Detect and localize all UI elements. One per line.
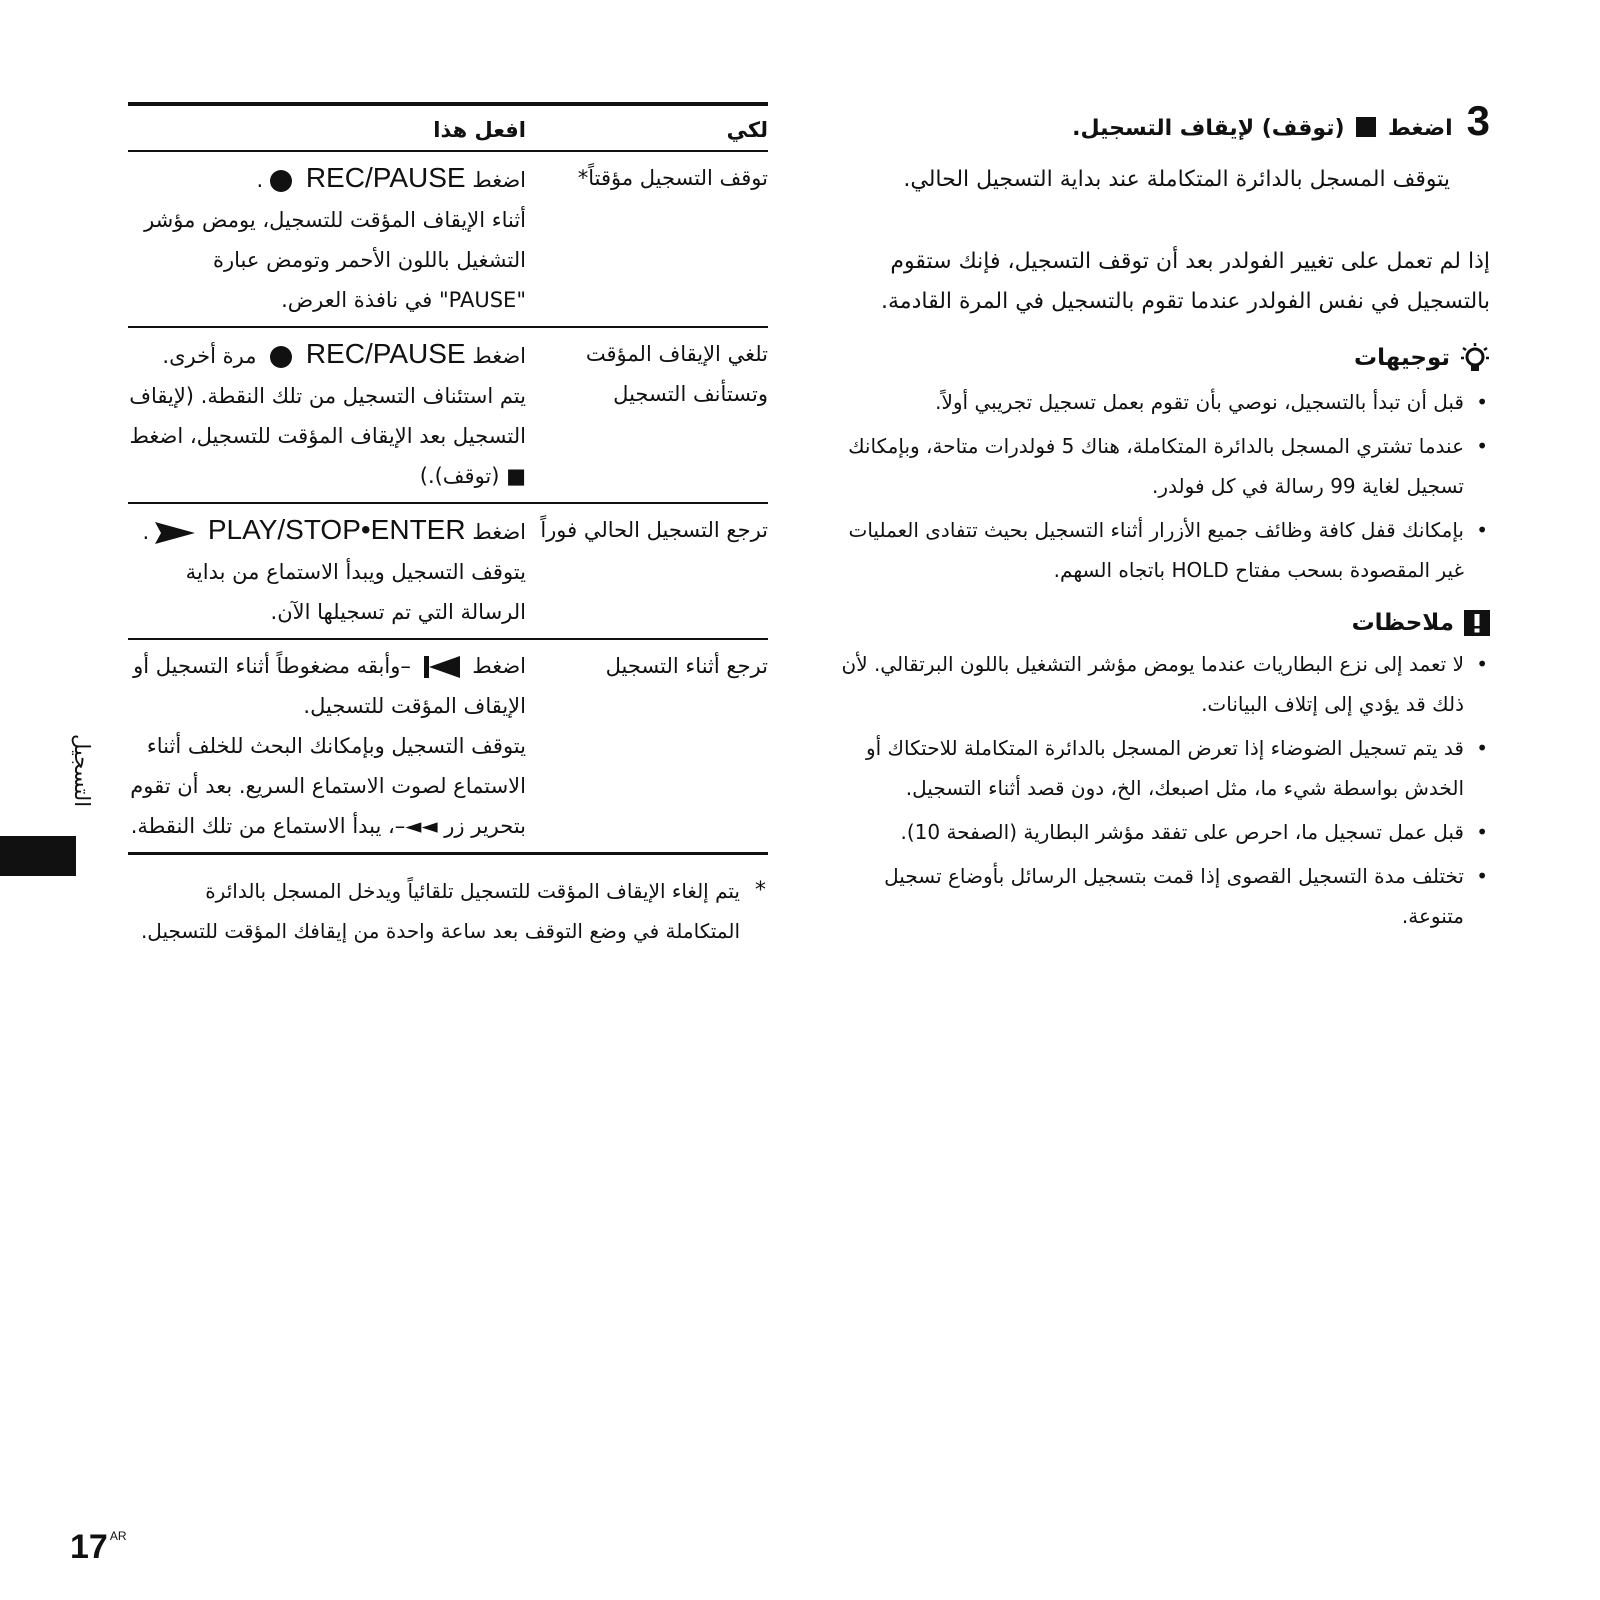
list-item: • بإمكانك قفل كافة وظائف جميع الأزرار أثناء التسجيل بحيث تتفادى العمليات غير المقصودة بسحب مفتاح HOLD باتجاه السهم. bbox=[840, 510, 1490, 590]
step-text-part1: اضغط bbox=[1387, 116, 1453, 141]
action-prefix: اضغط bbox=[472, 520, 526, 544]
action-detail: أثناء الإيقاف المؤقت للتسجيل، يومض مؤشر التشغيل باللون الأحمر وتومض عبارة "PAUSE" في نافذة العرض. bbox=[144, 208, 526, 312]
hints-heading bbox=[840, 342, 1490, 374]
hints-list bbox=[840, 382, 1490, 590]
button-name: REC/PAUSE bbox=[305, 338, 466, 369]
action-mid: . bbox=[256, 168, 264, 192]
row-action bbox=[128, 503, 526, 639]
action-mid: مرة أخرى. bbox=[162, 344, 257, 368]
row-goal: ترجع التسجيل الحالي فوراً bbox=[526, 503, 768, 639]
row-goal: توقف التسجيل مؤقتاً* bbox=[526, 151, 768, 327]
rewind-icon bbox=[424, 655, 460, 679]
section-tab-label: التسجيل bbox=[70, 734, 94, 808]
step-text-part2: (توقف) لإيقاف التسجيل. bbox=[1072, 116, 1345, 141]
instructions-column bbox=[840, 97, 1490, 940]
play-arrow-icon bbox=[155, 522, 195, 544]
lightbulb-icon bbox=[1460, 342, 1490, 374]
operations-table bbox=[128, 102, 768, 855]
action-detail: يتم استئناف التسجيل من تلك النقطة. (لإيقاف التسجيل بعد الإيقاف المؤقت للتسجيل، اضغط ■ (توقف).) bbox=[129, 384, 526, 488]
step-3-heading bbox=[840, 97, 1490, 144]
row-action bbox=[128, 639, 526, 854]
footnote-text: يتم إلغاء الإيقاف المؤقت للتسجيل تلقائياً ويدخل المسجل بالدائرة المتكاملة في وضع التوقف بعد ساعة واحدة من إيقافك المؤقت للتسجيل. bbox=[140, 879, 740, 943]
operations-table-section bbox=[128, 102, 768, 951]
row-action bbox=[128, 151, 526, 327]
action-prefix: اضغط bbox=[472, 344, 526, 368]
list-item: • لا تعمد إلى نزع البطاريات عندما يومض مؤشر التشغيل باللون البرتقالي. لأن ذلك قد يؤدي إلى إتلاف البيانات. bbox=[840, 644, 1490, 724]
section-tab-marker bbox=[0, 836, 76, 876]
header-goal: لكي bbox=[526, 104, 768, 151]
action-prefix: اضغط bbox=[472, 654, 526, 678]
step-text bbox=[1072, 116, 1453, 141]
table-row bbox=[128, 503, 768, 639]
folder-note: إذا لم تعمل على تغيير الفولدر بعد أن توقف التسجيل، فإنك ستقوم بالتسجيل في نفس الفولدر عندما تقوم بالتسجيل في المرة القادمة. bbox=[881, 249, 1490, 314]
hints-title: توجيهات bbox=[1354, 345, 1450, 371]
stop-square-icon bbox=[1356, 117, 1376, 137]
page-number-value: 17 bbox=[70, 1528, 108, 1566]
button-name: PLAY/STOP•ENTER bbox=[207, 514, 466, 545]
step-number: 3 bbox=[1466, 97, 1490, 144]
list-item: • قد يتم تسجيل الضوضاء إذا تعرض المسجل بالدائرة المتكاملة للاحتكاك أو الخدش بواسطة شيء ما، مثل اصبعك، الخ، دون قصد أثناء التسجيل. bbox=[840, 728, 1490, 808]
table-footnote bbox=[128, 871, 768, 951]
page-number bbox=[70, 1528, 127, 1567]
table-row bbox=[128, 639, 768, 854]
list-item: • تختلف مدة التسجيل القصوى إذا قمت بتسجيل الرسائل بأوضاع تسجيل متنوعة. bbox=[840, 856, 1490, 936]
table-row bbox=[128, 151, 768, 327]
table-header-row bbox=[128, 104, 768, 151]
warning-icon bbox=[1464, 610, 1490, 636]
notes-list bbox=[840, 644, 1490, 936]
action-detail: يتوقف التسجيل ويبدأ الاستماع من بداية الرسالة التي تم تسجيلها الآن. bbox=[185, 560, 526, 624]
row-action bbox=[128, 327, 526, 503]
action-mid: . bbox=[142, 520, 150, 544]
list-item: • قبل عمل تسجيل ما، احرص على تفقد مؤشر البطارية (الصفحة 10). bbox=[840, 812, 1490, 852]
table-row bbox=[128, 327, 768, 503]
button-name: REC/PAUSE bbox=[305, 162, 466, 193]
list-item: • قبل أن تبدأ بالتسجيل، نوصي بأن تقوم بعمل تسجيل تجريبي أولاً. bbox=[840, 382, 1490, 422]
step-description: يتوقف المسجل بالدائرة المتكاملة عند بداية التسجيل الحالي. bbox=[903, 167, 1450, 192]
notes-title: ملاحظات bbox=[1351, 610, 1454, 636]
record-dot-icon bbox=[269, 345, 293, 369]
header-action: افعل هذا bbox=[128, 104, 526, 151]
row-goal: ترجع أثناء التسجيل bbox=[526, 639, 768, 854]
action-prefix: اضغط bbox=[472, 168, 526, 192]
record-dot-icon bbox=[269, 169, 293, 193]
row-goal: تلغي الإيقاف المؤقت وتستأنف التسجيل bbox=[526, 327, 768, 503]
notes-heading bbox=[840, 610, 1490, 636]
action-mid: –وأبقه مضغوطاً أثناء التسجيل أو الإيقاف المؤقت للتسجيل. bbox=[133, 654, 526, 718]
footnote-star: * bbox=[755, 878, 766, 903]
list-item: • عندما تشتري المسجل بالدائرة المتكاملة، هناك 5 فولدرات متاحة، وبإمكانك تسجيل لغاية 99 رسالة في كل فولدر. bbox=[840, 426, 1490, 506]
action-detail: يتوقف التسجيل وبإمكانك البحث للخلف أثناء الاستماع لصوت الاستماع السريع. بعد أن تقوم بتحرير زر ◄◄–، يبدأ الاستماع من تلك النقطة. bbox=[130, 734, 526, 838]
page-language-suffix: AR bbox=[109, 1529, 127, 1543]
